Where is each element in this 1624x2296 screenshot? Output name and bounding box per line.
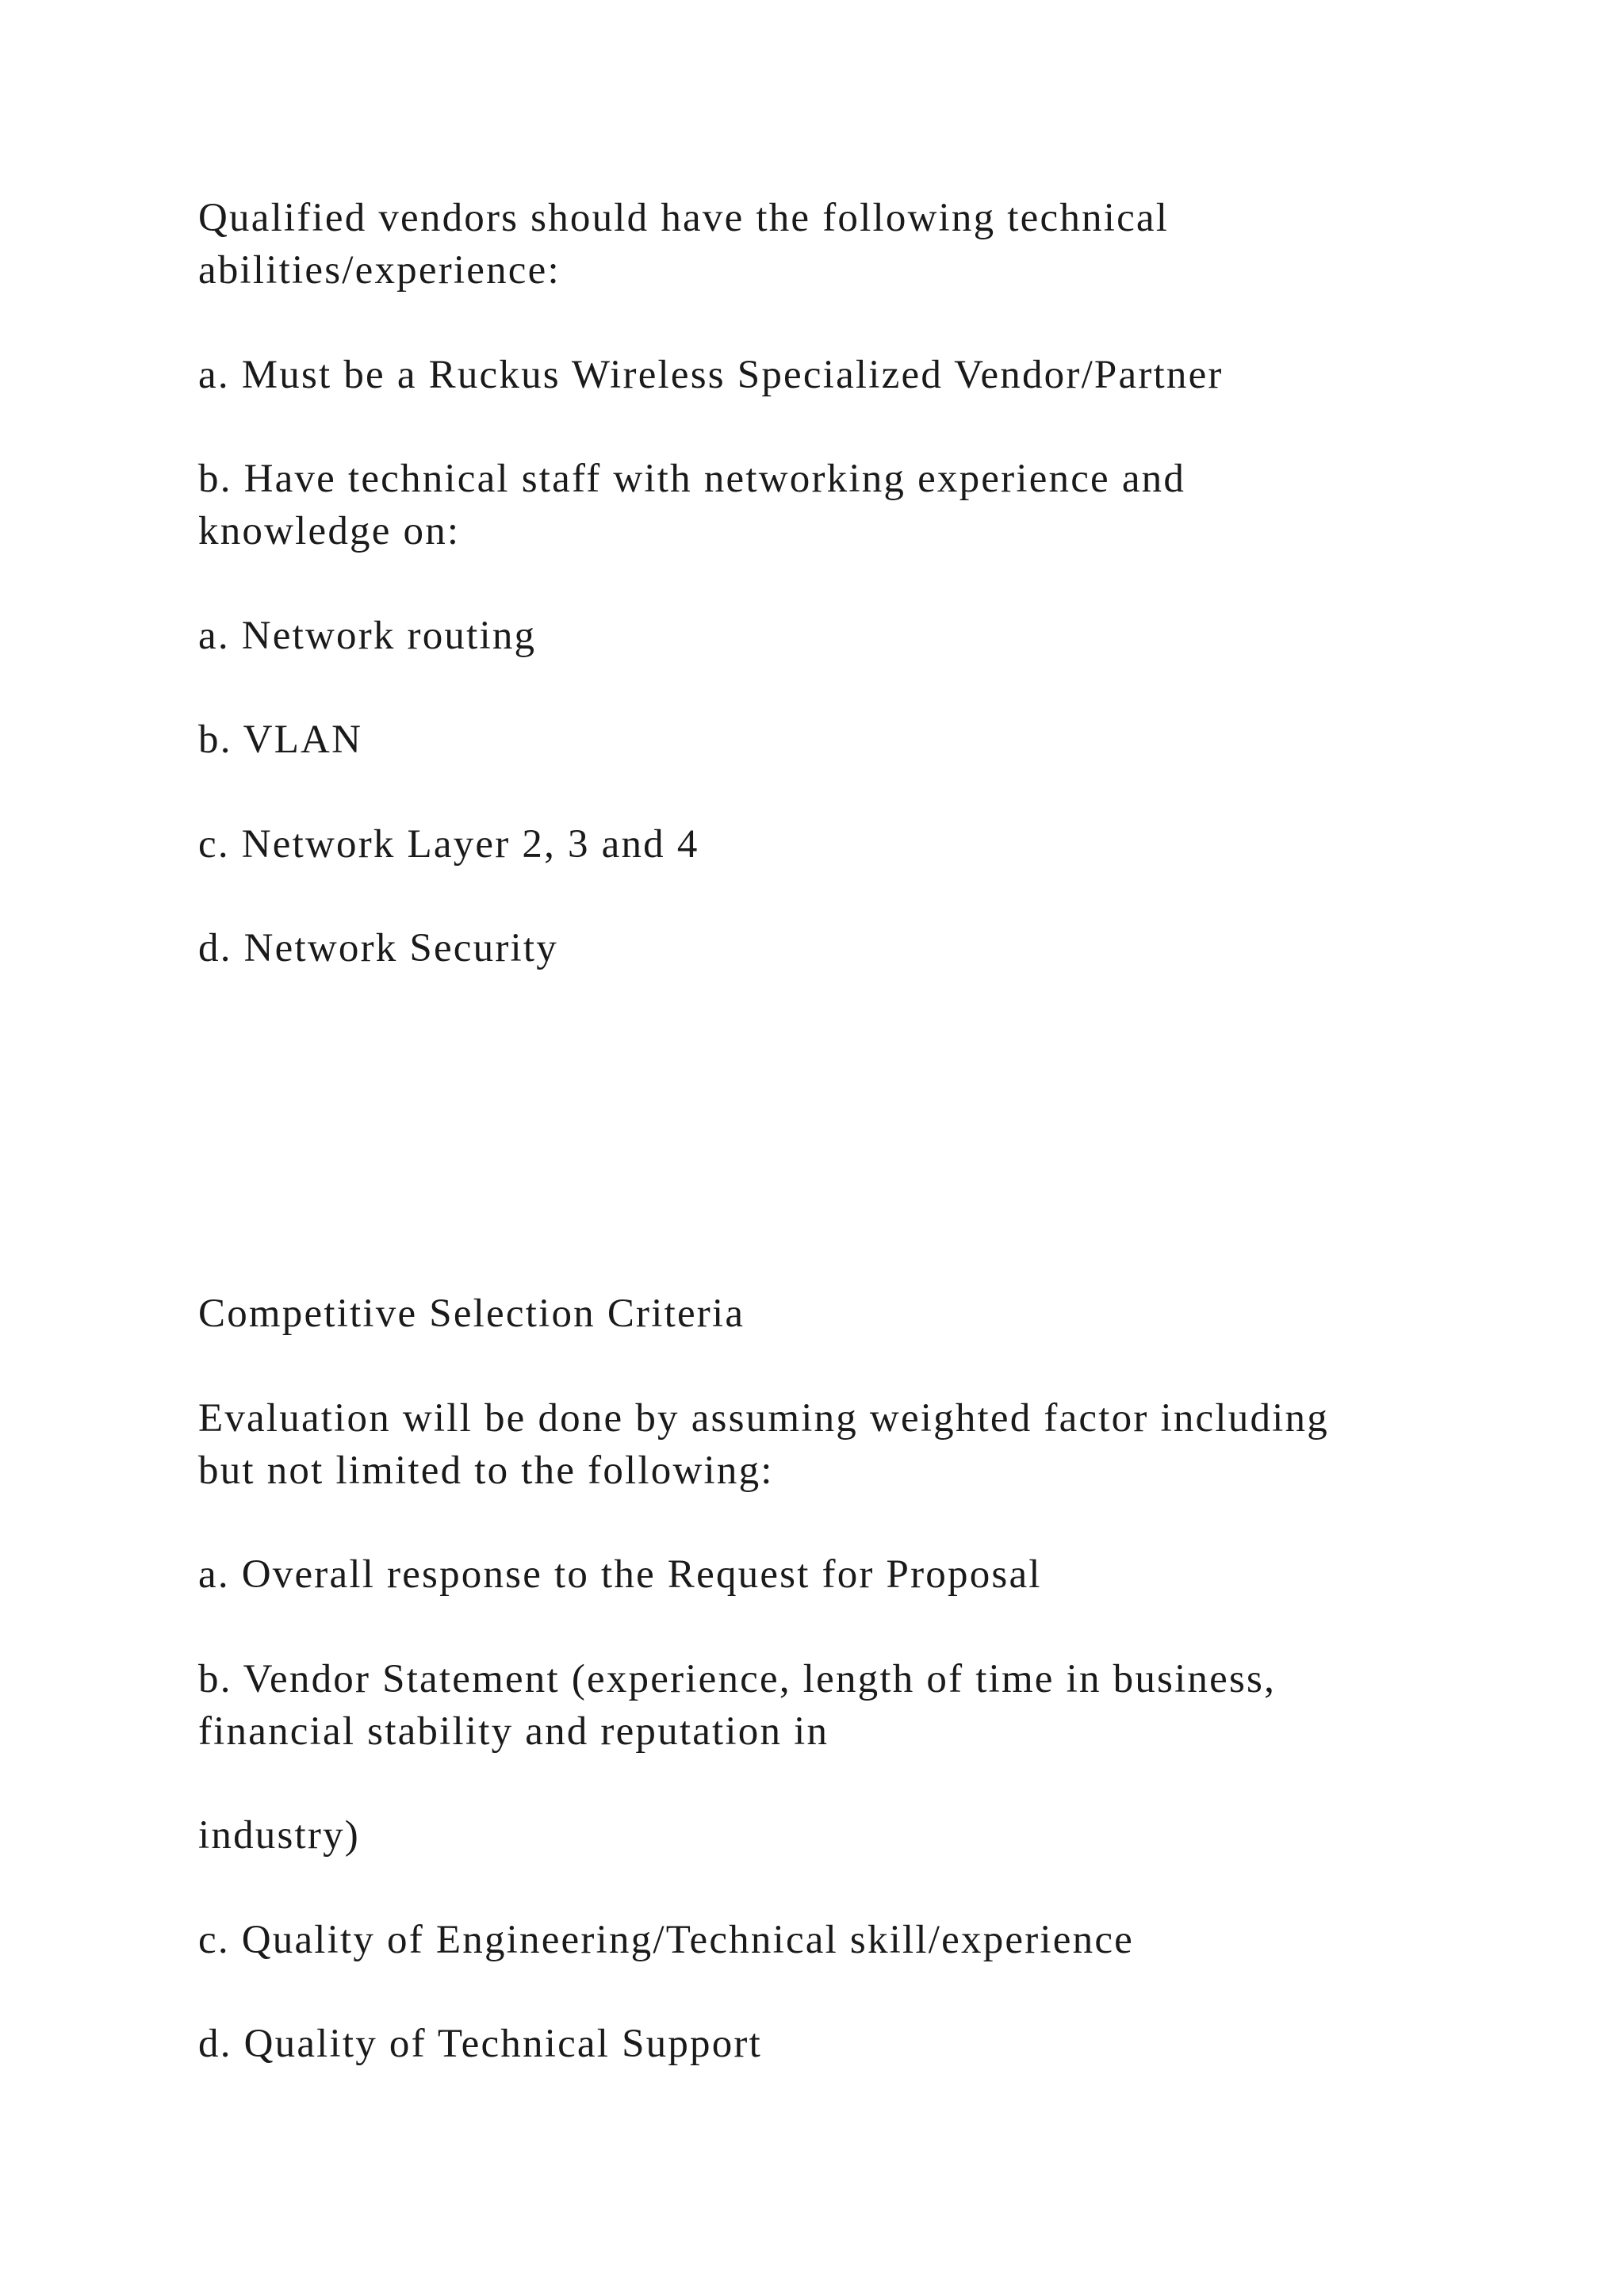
selection-intro-line-1: Evaluation will be done by assuming weighted factor including (198, 1396, 1329, 1441)
selection-item-b-line-3: industry) (198, 1813, 360, 1858)
qualification-item-a: a. Must be a Ruckus Wireless Specialized Vendor/Partner (198, 353, 1224, 397)
selection-intro-line-2: but not limited to the following: (198, 1448, 774, 1493)
sub-item-network-layers: c. Network Layer 2, 3 and 4 (198, 822, 699, 867)
qualification-item-b-line-1: b. Have technical staff with networking experience and (198, 457, 1186, 501)
selection-item-b-line-1: b. Vendor Statement (experience, length of time in business, (198, 1657, 1277, 1701)
selection-criteria-heading: Competitive Selection Criteria (198, 1292, 745, 1336)
selection-item-b-line-2: financial stability and reputation in (198, 1709, 829, 1754)
sub-item-vlan: b. VLAN (198, 718, 363, 762)
selection-item-c: c. Quality of Engineering/Technical skill/experience (198, 1918, 1134, 1962)
selection-item-d: d. Quality of Technical Support (198, 2022, 762, 2066)
sub-item-network-routing: a. Network routing (198, 614, 537, 658)
qualification-item-b-line-2: knowledge on: (198, 509, 461, 553)
qualifications-intro-line-1: Qualified vendors should have the following technical (198, 196, 1170, 240)
qualifications-intro-line-2: abilities/experience: (198, 248, 561, 293)
selection-item-a: a. Overall response to the Request for Proposal (198, 1552, 1042, 1597)
sub-item-network-security: d. Network Security (198, 926, 558, 970)
